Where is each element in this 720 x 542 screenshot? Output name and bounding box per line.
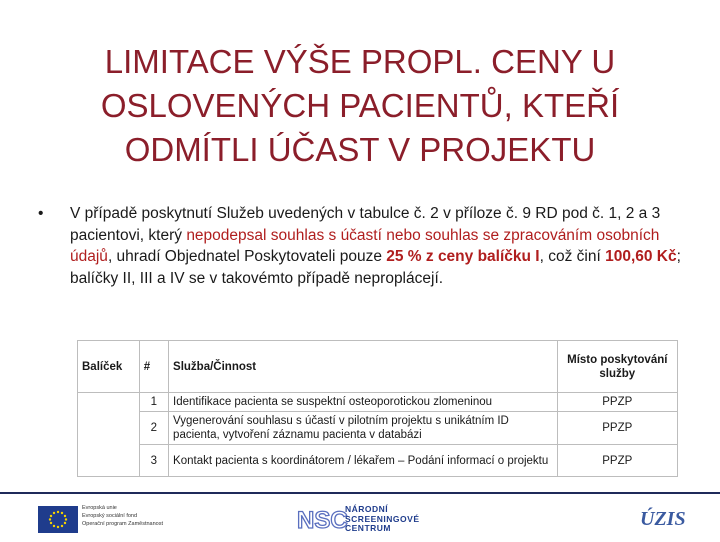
text-highlight-consent: nepodepsal souhlas s účastí nebo souhlas se zpracováním osobních údajů <box>70 226 660 265</box>
row-number: 1 <box>139 393 168 412</box>
eu-line-2: Evropský sociální fond <box>82 513 138 519</box>
text-highlight-percent: 25 % z ceny balíčku I <box>386 248 540 265</box>
eu-line-3: Operační program Zaměstnanost <box>82 521 164 527</box>
footer-bar <box>0 492 720 542</box>
eu-flag-icon <box>38 506 78 533</box>
svg-text:NSC: NSC <box>297 507 348 534</box>
uzis-logo: ÚZIS <box>640 508 686 530</box>
nsc-line-2: SCREENINGOVÉ <box>345 513 420 524</box>
row-service: Kontakt pacienta s koordinátorem / lékařem – Podání informací o projektu <box>169 445 558 477</box>
text-seg-1: V případě poskytnutí Služeb uvedených v tabulce č. 2 v příloze č. 9 RD pod č. 1, 2 a 3 pacientovi, který <box>70 205 661 244</box>
row-service: Identifikace pacienta se suspektní osteoporotickou zlomeninou <box>169 393 558 412</box>
header-place: Místo poskytování služby <box>557 341 677 393</box>
header-service: Služba/Činnost <box>169 341 558 393</box>
nsc-logo-icon <box>297 505 348 534</box>
title-line-3: ODMÍTLI ÚČAST V PROJEKTU <box>124 131 596 168</box>
eu-line-1: Evropská unie <box>82 505 117 511</box>
nsc-line-1: NÁRODNÍ <box>345 504 389 514</box>
services-table <box>77 340 678 477</box>
table-header-row <box>78 341 678 393</box>
row-number: 2 <box>139 412 168 445</box>
text-highlight-amount: 100,60 Kč <box>605 248 677 265</box>
title-line-1: LIMITACE VÝŠE PROPL. CENY U <box>104 43 616 80</box>
nsc-caption <box>345 505 420 534</box>
text-seg-3: , uhradí Objednatel Poskytovateli pouze <box>107 248 387 265</box>
table-row <box>78 412 678 445</box>
text-seg-7: ; balíčky II, III a IV se v takovémto případě neproplácejí. <box>70 248 681 287</box>
eu-caption <box>82 504 163 528</box>
bullet-text <box>70 203 688 289</box>
package-cell <box>78 393 140 477</box>
row-service: Vygenerování souhlasu s účastí v pilotním projektu s unikátním ID pacienta, vytvoření záznamu pacienta v databázi <box>169 412 558 445</box>
title-line-2: OSLOVENÝCH PACIENTŮ, KTEŘÍ <box>100 87 620 124</box>
row-place: PPZP <box>557 445 677 477</box>
table-row <box>78 393 678 412</box>
header-number: # <box>139 341 168 393</box>
table-row <box>78 445 678 477</box>
bullet-paragraph <box>38 203 688 289</box>
row-number: 3 <box>139 445 168 477</box>
row-place: PPZP <box>557 412 677 445</box>
row-place: PPZP <box>557 393 677 412</box>
header-package: Balíček <box>78 341 140 393</box>
text-seg-5: , což činí <box>539 248 606 265</box>
page-title <box>60 40 660 172</box>
bullet-marker: • <box>38 205 44 222</box>
nsc-line-3: CENTRUM <box>345 523 391 533</box>
